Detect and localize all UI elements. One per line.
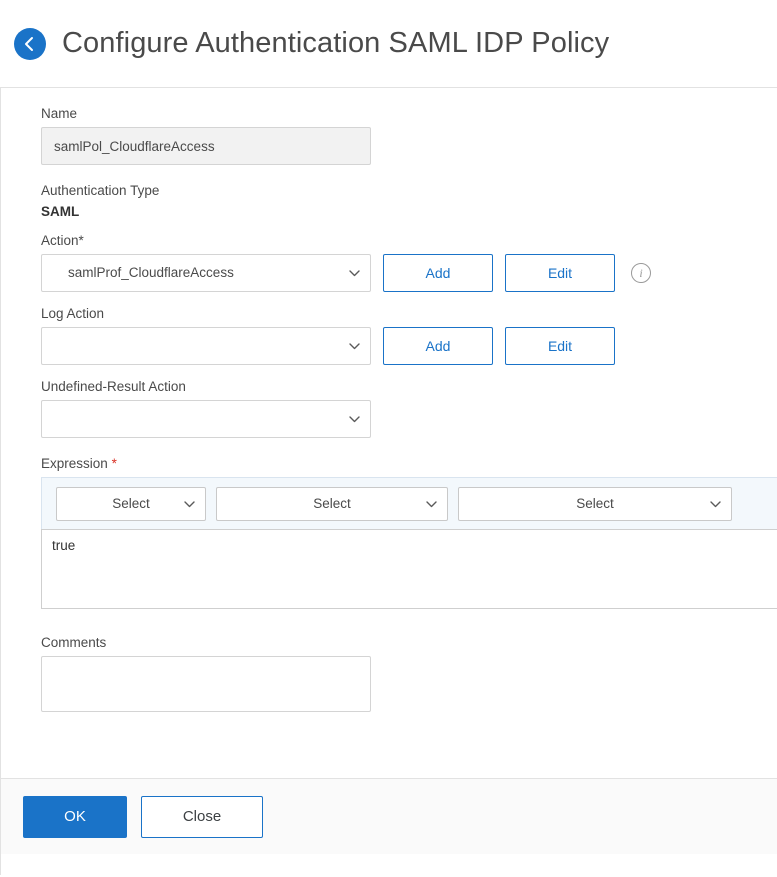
expression-required-marker: * xyxy=(111,456,117,471)
chevron-down-icon xyxy=(184,501,195,508)
action-select-value: samlProf_CloudflareAccess xyxy=(68,265,234,280)
log-action-select[interactable] xyxy=(41,327,371,365)
log-action-edit-button[interactable]: Edit xyxy=(505,327,615,365)
ok-button[interactable]: OK xyxy=(23,796,127,838)
expression-textarea[interactable] xyxy=(41,529,777,609)
action-label: Action* xyxy=(41,233,84,248)
action-select[interactable] xyxy=(41,254,371,292)
expression-select-3-value: Select xyxy=(576,495,614,511)
chevron-down-icon xyxy=(349,343,360,350)
dialog-footer xyxy=(0,778,777,854)
expression-label xyxy=(41,456,777,471)
log-action-label: Log Action xyxy=(41,306,105,321)
chevron-down-icon xyxy=(426,501,437,508)
chevron-down-icon xyxy=(349,416,360,423)
expression-select-3[interactable] xyxy=(458,487,732,521)
expression-select-2[interactable] xyxy=(216,487,448,521)
action-add-button[interactable]: Add xyxy=(383,254,493,292)
back-arrow-icon[interactable] xyxy=(14,28,46,60)
name-input[interactable] xyxy=(41,127,371,165)
chevron-down-icon xyxy=(710,501,721,508)
action-row xyxy=(41,254,777,292)
action-edit-button[interactable]: Edit xyxy=(505,254,615,292)
undefined-result-action-label: Undefined-Result Action xyxy=(41,379,186,394)
expression-select-1[interactable] xyxy=(56,487,206,521)
close-button[interactable]: Close xyxy=(141,796,263,838)
expression-select-2-value: Select xyxy=(313,495,351,511)
page-title: Configure Authentication SAML IDP Policy xyxy=(62,27,610,59)
bottom-strip xyxy=(0,854,777,875)
authentication-type-value: SAML xyxy=(41,204,80,219)
chevron-down-icon xyxy=(349,270,360,277)
undefined-result-action-select[interactable] xyxy=(41,400,371,438)
comments-textarea[interactable] xyxy=(41,656,371,712)
expression-select-1-value: Select xyxy=(112,495,150,511)
expression-builder xyxy=(41,477,777,609)
log-action-add-button[interactable]: Add xyxy=(383,327,493,365)
expression-label-text: Expression xyxy=(41,456,108,471)
log-action-row xyxy=(41,327,777,365)
authentication-type-label: Authentication Type xyxy=(41,183,160,198)
comments-label: Comments xyxy=(41,635,107,650)
expression-toolbar xyxy=(41,477,777,529)
name-label: Name xyxy=(41,106,78,121)
dialog-body xyxy=(0,88,777,778)
info-icon[interactable]: i xyxy=(631,263,651,283)
dialog-header xyxy=(0,0,777,88)
